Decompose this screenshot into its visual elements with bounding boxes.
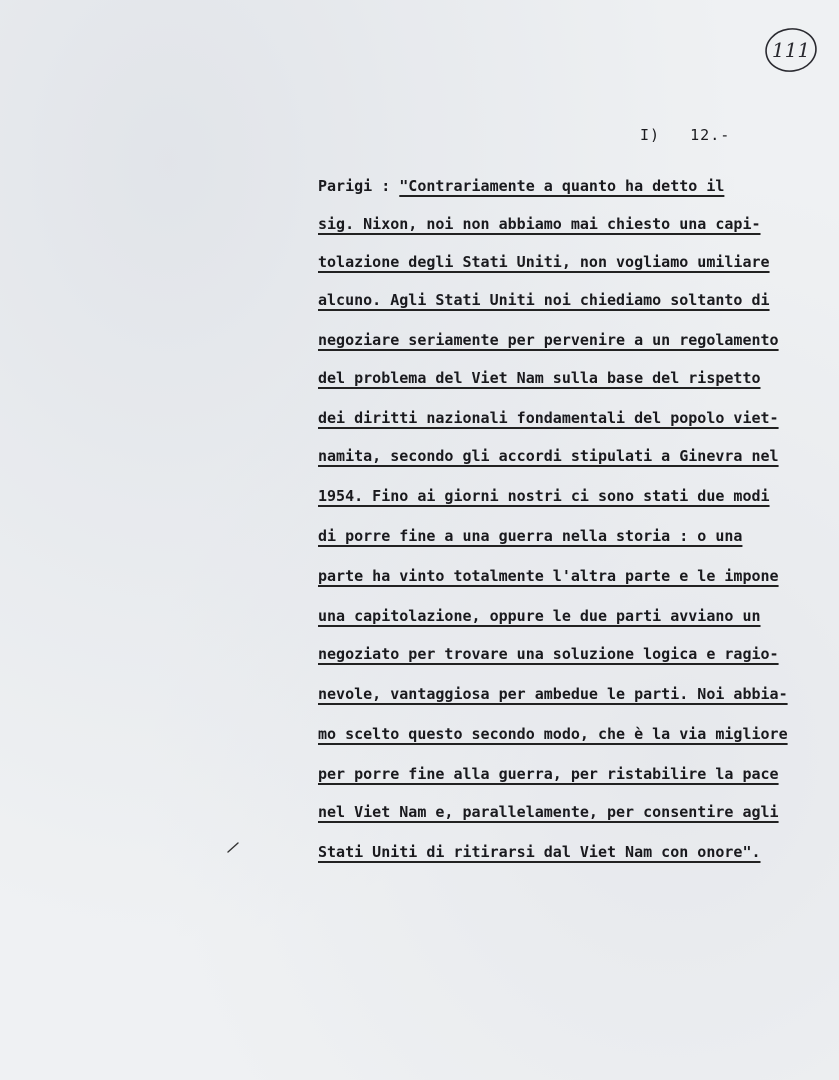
text-line <box>318 724 788 744</box>
pen-mark-icon <box>226 840 240 854</box>
text-line <box>318 566 779 586</box>
text-line <box>318 214 761 234</box>
text-line <box>318 486 770 506</box>
line-text: tolazione degli Stati Uniti, non vogliamo umiliare <box>318 253 770 271</box>
line-text: nel Viet Nam e, parallelamente, per consentire agli <box>318 803 779 821</box>
section-number: I) 12.- <box>640 126 731 144</box>
line-text: negoziare seriamente per pervenire a un regolamento <box>318 331 779 349</box>
text-line <box>318 290 770 310</box>
text-line <box>318 446 779 466</box>
text-line <box>318 764 779 784</box>
line-text: del problema del Viet Nam sulla base del rispetto <box>318 369 761 387</box>
text-line <box>318 252 770 272</box>
text-line <box>318 684 788 704</box>
text-line <box>318 368 761 388</box>
text-line <box>318 842 761 862</box>
line-text: Stati Uniti di ritirarsi dal Viet Nam con onore". <box>318 843 761 861</box>
line-text: dei diritti nazionali fondamentali del popolo viet- <box>318 409 779 427</box>
line-text: una capitolazione, oppure le due parti avviano un <box>318 607 761 625</box>
line-text: mo scelto questo secondo modo, che è la via migliore <box>318 725 788 743</box>
line-text: parte ha vinto totalmente l'altra parte e le impone <box>318 567 779 585</box>
line-text: nevole, vantaggiosa per ambedue le parti. Noi abbia- <box>318 685 788 703</box>
line-text: namita, secondo gli accordi stipulati a Ginevra nel <box>318 447 779 465</box>
line-text: alcuno. Agli Stati Uniti noi chiediamo soltanto di <box>318 291 770 309</box>
line-text: negoziato per trovare una soluzione logica e ragio- <box>318 645 779 663</box>
page-number-stamp <box>764 26 818 74</box>
text-line <box>318 176 724 196</box>
line-text: per porre fine alla guerra, per ristabilire la pace <box>318 765 779 783</box>
text-line <box>318 526 742 546</box>
text-line <box>318 802 779 822</box>
line-text: "Contrariamente a quanto ha detto il <box>399 177 725 195</box>
line-text: sig. Nixon, noi non abbiamo mai chiesto una capi- <box>318 215 761 233</box>
text-line <box>318 644 779 664</box>
text-line <box>318 408 779 428</box>
line-text: 1954. Fino ai giorni nostri ci sono stati due modi <box>318 487 770 505</box>
speaker-label: Parigi : <box>318 177 400 195</box>
line-text: di porre fine a una guerra nella storia : o una <box>318 527 743 545</box>
text-line <box>318 330 779 350</box>
stamp-number: 111 <box>771 38 811 62</box>
text-line <box>318 606 761 626</box>
